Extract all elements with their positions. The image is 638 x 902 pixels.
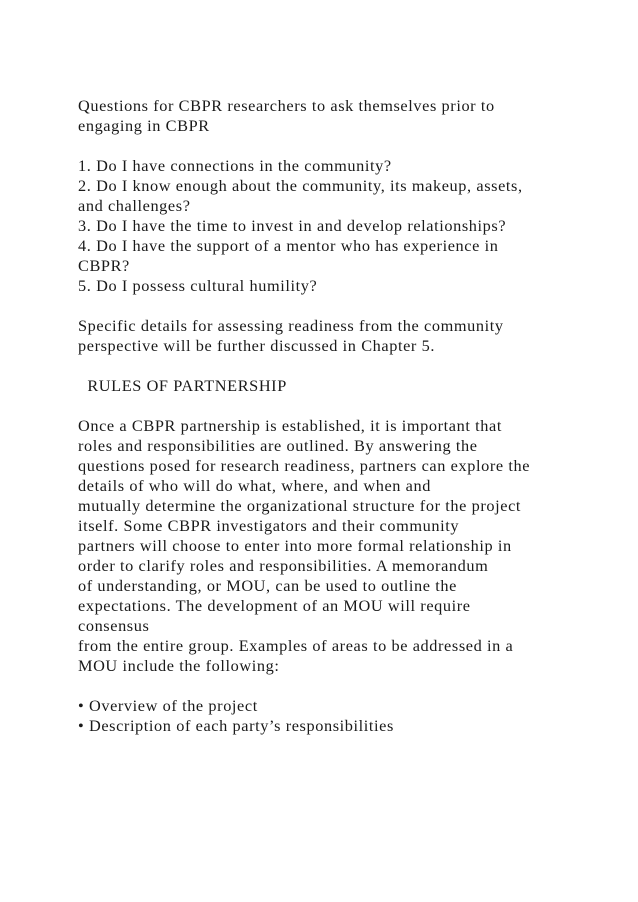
partnership-paragraph	[78, 416, 618, 676]
text-line: Specific details for assessing readiness from the community	[78, 316, 504, 335]
question-item: 2. Do I know enough about the community, its makeup, assets,	[78, 176, 523, 195]
text-line: mutually determine the organizational structure for the project	[78, 496, 522, 515]
text-line: MOU include the following:	[78, 656, 280, 675]
paragraph-spacer	[78, 396, 618, 416]
text-line: partners will choose to enter into more formal relationship in	[78, 536, 512, 555]
text-line: engaging in CBPR	[78, 116, 210, 135]
question-item: 3. Do I have the time to invest in and develop relationships?	[78, 216, 507, 235]
question-item: and challenges?	[78, 196, 191, 215]
text-line: from the entire group. Examples of areas to be addressed in a	[78, 636, 514, 655]
text-line: questions posed for research readiness, partners can explore the	[78, 456, 531, 475]
question-item: CBPR?	[78, 256, 130, 275]
text-line: roles and responsibilities are outlined. By answering the	[78, 436, 478, 455]
text-line: details of who will do what, where, and when and	[78, 476, 431, 495]
paragraph-spacer	[78, 356, 618, 376]
bullet-item: • Overview of the project	[78, 696, 258, 715]
bullet-item: • Description of each party’s responsibilities	[78, 716, 394, 735]
text-line: expectations. The development of an MOU will require	[78, 596, 471, 615]
question-item: 1. Do I have connections in the community?	[78, 156, 392, 175]
document-body	[78, 96, 618, 736]
text-line: perspective will be further discussed in Chapter 5.	[78, 336, 436, 355]
text-line: of understanding, or MOU, can be used to outline the	[78, 576, 457, 595]
text-line: itself. Some CBPR investigators and their community	[78, 516, 460, 535]
text-line: consensus	[78, 616, 150, 635]
paragraph-spacer	[78, 136, 618, 156]
section-heading: RULES OF PARTNERSHIP	[78, 376, 287, 395]
readiness-paragraph	[78, 316, 618, 356]
text-line: Questions for CBPR researchers to ask themselves prior to	[78, 96, 495, 115]
question-item: 4. Do I have the support of a mentor who has experience in	[78, 236, 499, 255]
questions-list	[78, 156, 618, 296]
text-line: order to clarify roles and responsibilities. A memorandum	[78, 556, 489, 575]
question-item: 5. Do I possess cultural humility?	[78, 276, 318, 295]
paragraph-spacer	[78, 296, 618, 316]
bullet-list	[78, 696, 618, 736]
paragraph-spacer	[78, 676, 618, 696]
intro-paragraph	[78, 96, 618, 136]
text-line: Once a CBPR partnership is established, it is important that	[78, 416, 502, 435]
